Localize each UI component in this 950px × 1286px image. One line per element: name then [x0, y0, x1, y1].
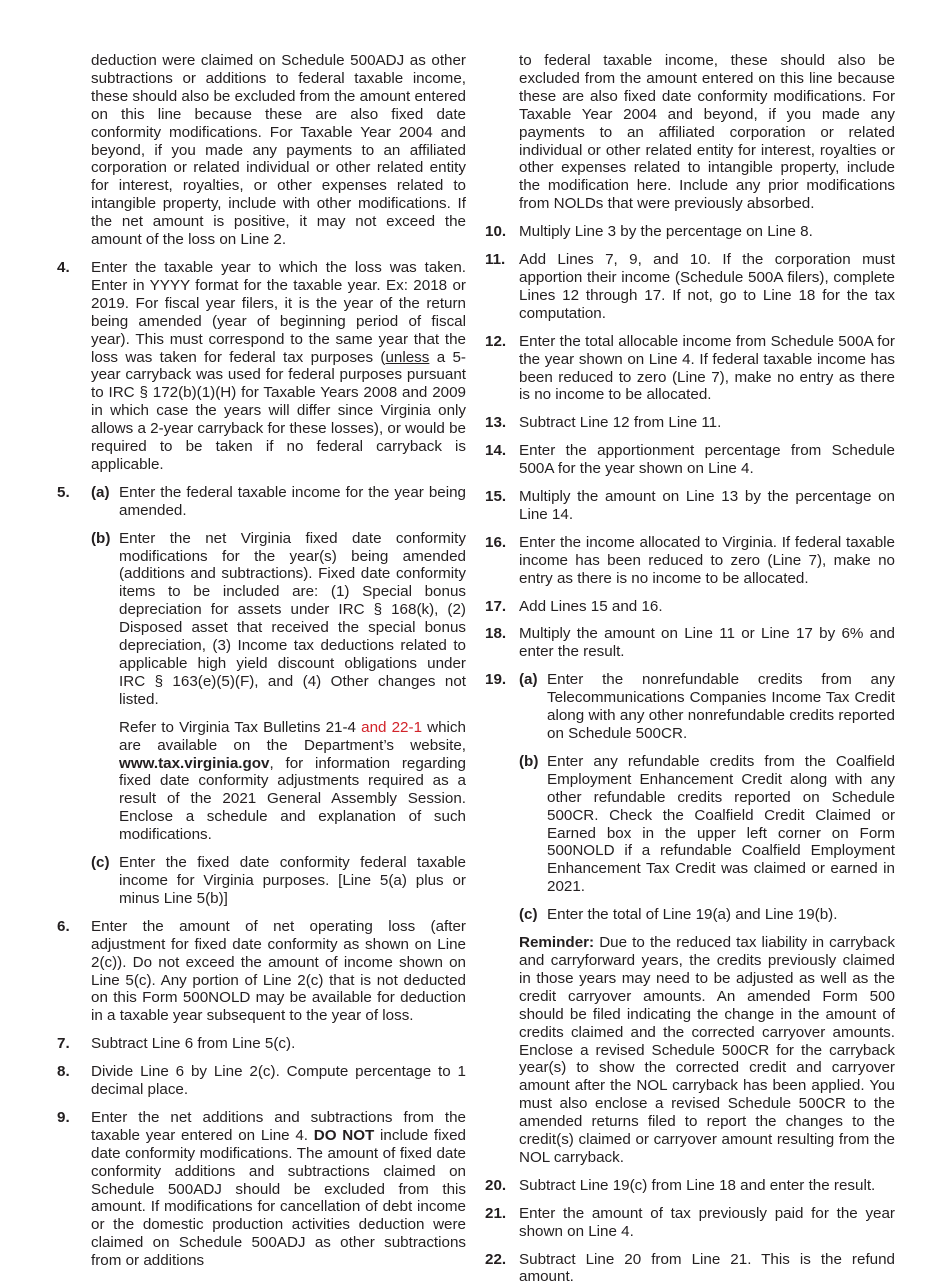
left-column — [57, 52, 466, 1270]
instruction-line-10: 10. Multiply Line 3 by the percentage on Line 8. — [485, 223, 813, 241]
instruction-line-15: 15. Multiply the amount on Line 13 by the percentage on Line 14. — [485, 488, 895, 523]
instruction-line-14: 14. Enter the apportionment percentage from Schedule 500A for the year shown on Line 4. — [485, 442, 895, 478]
instruction-line-17: 17. Add Lines 15 and 16. — [485, 597, 663, 615]
line-number: 5. — [57, 483, 70, 501]
subitem-5b: (b) Enter the net Virginia fixed date conformity modifications for the year(s) being amended (additions and subtractions). Fixed date conformity items to be included are: (1) Special bonus depreciation for assets under IRC § 168(k), (2) Disposed asset that received the special bonus depreciation, (3) Income tax deductions related to applicable high yield discount obligations under IRC § 163(e)(5)(F), and (4) Other changes not listed. — [91, 529, 466, 708]
continued-paragraph: deduction were claimed on Schedule 500ADJ as other subtractions or additions to federal taxable income, these should also be excluded from the amount entered on this line because these are also fixed date conformity modifications. For Taxable Year 2004 and beyond, if you made any payments to an affiliated corporation or related individual or other related entity for interest, royalties, or other expenses related to intangible property, include with other modifications. If the net amount is positive, it may not exceed the amount of the loss on Line 2. — [91, 52, 466, 249]
reminder-label: Reminder: — [519, 934, 595, 952]
instruction-line-8: 8. Divide Line 6 by Line 2(c). Compute percentage to 1 decimal place. — [57, 1063, 466, 1099]
do-not-emphasis: DO NOT — [313, 1126, 375, 1144]
right-column — [485, 52, 895, 1286]
instruction-line-4 — [57, 259, 466, 474]
instruction-line-5 — [57, 484, 466, 908]
instruction-line-9: 9. Enter the net additions and subtractions from the taxable year entered on Line 4. DO NOT include fixed date conformity modifications. The amount of fixed date conformity additions and subtractions claimed on Schedule 500ADJ should be excluded from this amount. If modifications for cancellation of debt income or the domestic production activities deduction were claimed on Schedule 500ADJ as other subtractions from or additions — [57, 1108, 466, 1270]
continued-paragraph: to federal taxable income, these should also be excluded from the amount entered on this line because these are also fixed date conformity modifications. For Taxable Year 2004 and beyond, if you made any payments to an affiliated corporation or related individual or other related entity for interest, royalties or other expenses related to intangible property, include the modification here. Include any prior modifications from NOLDs that were previously absorbed. — [519, 52, 895, 213]
line-number: 4. — [57, 258, 70, 276]
instruction-line-18: 18. Multiply the amount on Line 11 or Line 17 by 6% and enter the result. — [485, 625, 895, 661]
subitem-19a: (a) Enter the nonrefundable credits from any Telecommunications Companies Income Tax Credit along with any other nonrefundable credits reported on Schedule 500CR. — [519, 671, 895, 742]
underlined-unless: unless — [385, 348, 430, 366]
instruction-line-21: 21. Enter the amount of tax previously paid for the year shown on Line 4. — [485, 1204, 895, 1240]
bulletin-reference: Refer to Virginia Tax Bulletins 21-4 and 22-1 which are available on the Department’s website, www.tax.virginia.gov, for information regarding fixed date conformity adjustments required as a result of the 2021 General Assembly Session. Enclose a schedule and explanation of such modifications. — [119, 718, 466, 844]
instruction-line-12: 12. Enter the total allocable income from Schedule 500A for the year shown on Line 4. If federal taxable income has been reduced to zero (Line 7), make no entry as there is no income to be allocated. — [485, 332, 895, 404]
instruction-line-6: 6. Enter the amount of net operating loss (after adjustment for fixed date conformity as shown on Line 2(c)). Do not exceed the amount of income shown on Line 5(c). Any portion of Line 2(c) that is not deducted on this Form 500NOLD may be available for deduction in a taxable year subsequent to the year of loss. — [57, 917, 466, 1025]
instruction-line-19: 19. (a) Enter the nonrefundable credits from any Telecommunications Companies Income Tax Credit along with any other nonrefundable credits reported on Schedule 500CR. (b) Enter any refundable credits from the Coalfield Employment Enhancement Credit along with any other refundable credits reported on Schedule 500CR. Check the Coalfield Credit Claimed or Earned box in the upper left corner on Form 500NOLD if a refundable Coalfield Employment Enhancement Tax Credit was claimed or earned in 2021. (c) Enter the total of Line 19(a) and Line 19(b). Reminder: Due to the reduced tax liability in carryback and carryforward years, the credits previously claimed in those years may need to be adjusted as well as the credit carryover amounts. An amended Form 500 should be filed indicating the change in the amount of credits claimed and the corrected carryover amounts. Enclose a revised Schedule 500CR for the carryback year(s) to show the corrected credit and carryover amount after the NOL carryback has been applied. You must also enclose a revised Schedule 500CR to the amended returns filed to report the changes to the credit(s) claimed or carryover amount resulting from the NOL carryback. — [485, 671, 895, 1166]
subitem-5a: (a) Enter the federal taxable income for the year being amended. — [91, 483, 466, 519]
subitem-19c: (c) Enter the total of Line 19(a) and Line 19(b). — [519, 906, 838, 924]
instruction-line-11: 11. Add Lines 7, 9, and 10. If the corporation must apportion their income (Schedule 500A filers), complete Lines 12 through 17. If not, go to Line 18 for the tax computation. — [485, 251, 895, 322]
instruction-line-16: 16. Enter the income allocated to Virginia. If federal taxable income has been reduced to zero (Line 7), make no entry as there is no income to be allocated. — [485, 533, 895, 587]
instruction-line-13: 13. Subtract Line 12 from Line 11. — [485, 414, 722, 432]
subitem-19b: (b) Enter any refundable credits from the Coalfield Employment Enhancement Credit along with any other refundable credits reported on Schedule 500CR. Check the Coalfield Credit Claimed or Earned box in the upper left corner on Form 500NOLD if a refundable Coalfield Employment Enhancement Tax Credit was claimed or earned in 2021. — [519, 752, 895, 896]
added-bulletin-text: and 22-1 — [361, 718, 423, 736]
subitem-5c: (c) Enter the fixed date conformity federal taxable income for Virginia purposes. [Line 5(a) plus or minus Line 5(b)] — [91, 854, 466, 907]
instruction-line-7: 7. Subtract Line 6 from Line 5(c). — [57, 1035, 296, 1053]
instruction-line-20: 20. Subtract Line 19(c) from Line 18 and enter the result. — [485, 1176, 876, 1194]
instruction-line-22: 22. Subtract Line 20 from Line 21. This is the refund amount. — [485, 1250, 895, 1286]
instruction-text: Enter the taxable year to which the loss was taken. Enter in YYYY format for the taxable year. Ex: 2018 or 2019. For fiscal year filers, it is the year of the return being amended (year of beginning period of fiscal year). This must correspond to the same year that the loss was taken for federal tax purposes (unless a 5-year carryback was used for federal purposes pursuant to IRC § 172(b)(1)(H) for Taxable Years 2008 and 2009 in which case the years will differ since Virginia only allows a 2-year carryback for these losses), or would be required to be taken if no federal carryback is applicable. — [91, 258, 466, 473]
reminder-note: Reminder: Due to the reduced tax liability in carryback and carryforward years, the credits previously claimed in those years may need to be adjusted as well as the credit carryover amounts. An amended Form 500 should be filed indicating the change in the amount of credits claimed and the corrected carryover amounts. Enclose a revised Schedule 500CR for the carryback year(s) to show the corrected credit and carryover amount after the NOL carryback has been applied. You must also enclose a revised Schedule 500CR to the amended returns filed to report the changes to the credit(s) claimed or carryover amount resulting from the NOL carryback. — [519, 934, 895, 1166]
website-link[interactable]: www.tax.virginia.gov — [119, 754, 270, 772]
